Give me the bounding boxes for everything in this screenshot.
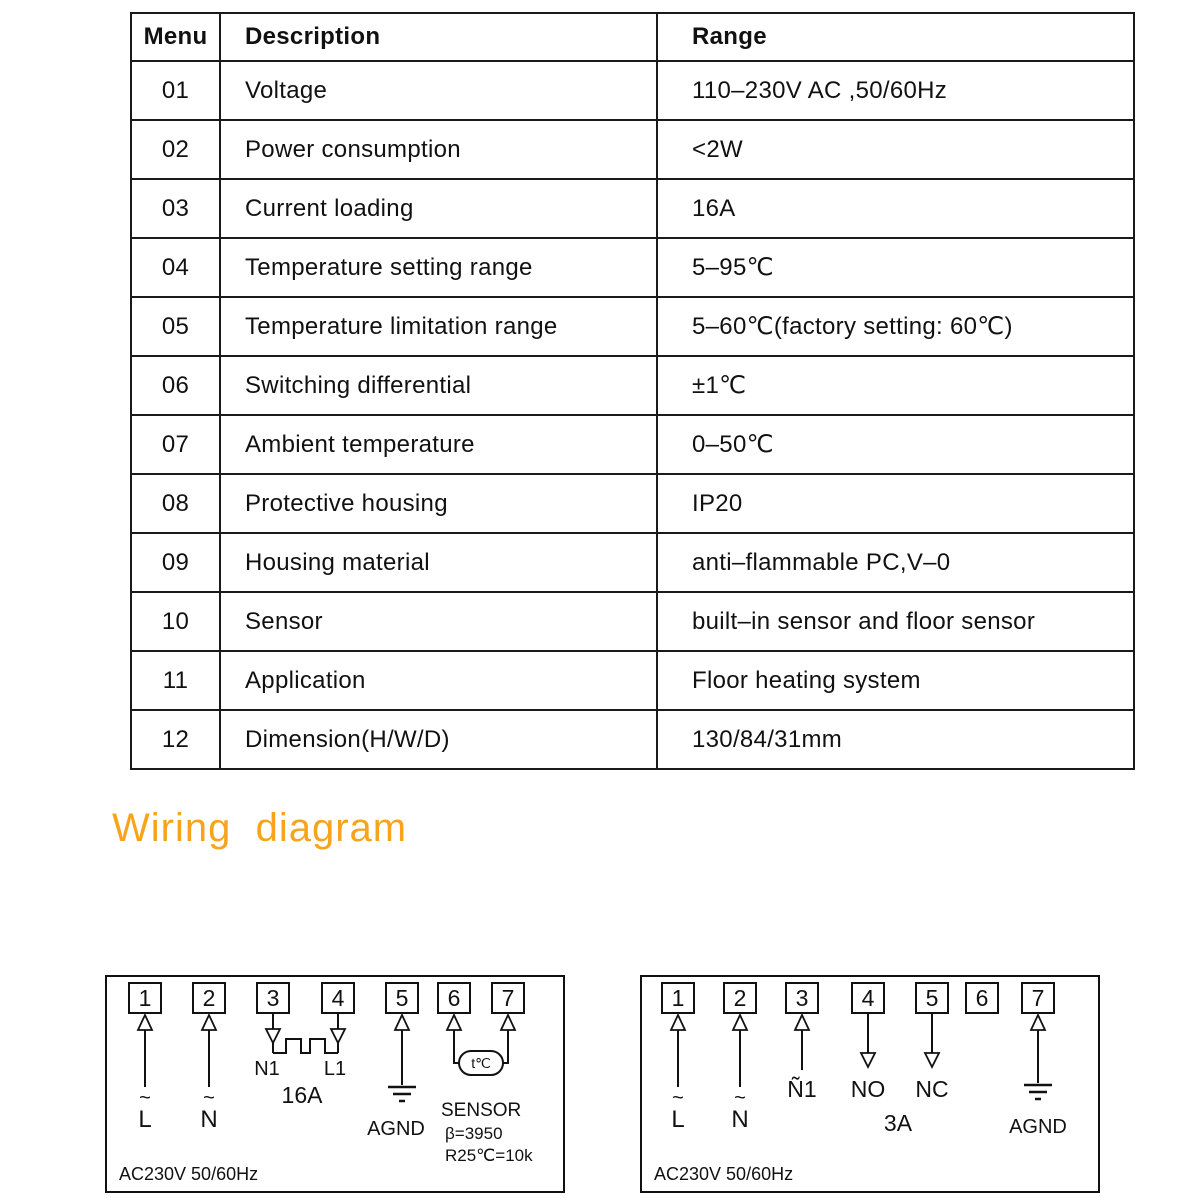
header-description: Description xyxy=(220,13,657,61)
terminal-4 xyxy=(322,983,354,1013)
table-row xyxy=(131,710,1134,769)
label-n: N xyxy=(731,1106,749,1133)
terminal-number: 1 xyxy=(138,985,152,1011)
description-cell: Housing material xyxy=(220,533,657,592)
menu-cell: 04 xyxy=(131,238,220,297)
menu-cell: 05 xyxy=(131,297,220,356)
table-row xyxy=(131,297,1134,356)
label-16a: 16A xyxy=(281,1082,323,1108)
menu-cell: 01 xyxy=(131,61,220,120)
terminal-3 xyxy=(786,983,818,1013)
tilde-symbol: ~ xyxy=(672,1087,684,1109)
terminal-number: 6 xyxy=(975,985,989,1011)
menu-cell: 07 xyxy=(131,415,220,474)
description-cell: Sensor xyxy=(220,592,657,651)
label-power-rating: AC230V 50/60Hz xyxy=(654,1164,794,1184)
tilde-symbol: ~ xyxy=(734,1087,746,1109)
wiring-diagram-left xyxy=(105,975,565,1193)
table-row xyxy=(131,592,1134,651)
range-cell: <2W xyxy=(657,120,1134,179)
terminal-1 xyxy=(662,983,694,1013)
terminal-number: 4 xyxy=(861,985,875,1011)
label-3a: 3A xyxy=(883,1110,913,1136)
terminal-5 xyxy=(386,983,418,1013)
terminal-6 xyxy=(966,983,998,1013)
terminal-number: 2 xyxy=(733,985,747,1011)
range-cell: 130/84/31mm xyxy=(657,710,1134,769)
table-row xyxy=(131,533,1134,592)
tilde-symbol: ~ xyxy=(139,1087,151,1109)
terminal-1 xyxy=(129,983,161,1013)
terminal-number: 5 xyxy=(395,985,409,1011)
label-n1: N1 xyxy=(254,1058,280,1080)
table-row xyxy=(131,415,1134,474)
range-cell: 0–50℃ xyxy=(657,415,1134,474)
menu-cell: 09 xyxy=(131,533,220,592)
label-n1: Ñ1 xyxy=(787,1076,817,1102)
menu-cell: 10 xyxy=(131,592,220,651)
header-menu: Menu xyxy=(131,13,220,61)
label-agnd: AGND xyxy=(1009,1116,1067,1138)
terminal-number: 4 xyxy=(331,985,345,1011)
table-row xyxy=(131,238,1134,297)
terminal-7 xyxy=(1022,983,1054,1013)
description-cell: Dimension(H/W/D) xyxy=(220,710,657,769)
terminal-number: 3 xyxy=(266,985,280,1011)
terminal-4 xyxy=(852,983,884,1013)
menu-cell: 12 xyxy=(131,710,220,769)
label-sensor: SENSOR xyxy=(441,1100,522,1121)
table-row xyxy=(131,61,1134,120)
label-n: N xyxy=(200,1106,218,1133)
description-cell: Current loading xyxy=(220,179,657,238)
range-cell: Floor heating system xyxy=(657,651,1134,710)
header-range: Range xyxy=(657,13,1134,61)
range-cell: ±1℃ xyxy=(657,356,1134,415)
description-cell: Protective housing xyxy=(220,474,657,533)
description-cell: Temperature limitation range xyxy=(220,297,657,356)
label-r25: R25℃=10k xyxy=(445,1146,533,1165)
terminal-number: 2 xyxy=(202,985,216,1011)
table-row xyxy=(131,651,1134,710)
range-cell: IP20 xyxy=(657,474,1134,533)
wiring-diagram-title: Wiring diagram xyxy=(112,806,408,850)
range-cell: built–in sensor and floor sensor xyxy=(657,592,1134,651)
terminal-6 xyxy=(438,983,470,1013)
range-cell: 5–60℃(factory setting: 60℃) xyxy=(657,297,1134,356)
menu-cell: 02 xyxy=(131,120,220,179)
label-l: L xyxy=(671,1106,685,1133)
label-nc: NC xyxy=(915,1076,949,1102)
range-cell: anti–flammable PC,V–0 xyxy=(657,533,1134,592)
description-cell: Voltage xyxy=(220,61,657,120)
terminal-number: 6 xyxy=(447,985,461,1011)
label-l1: L1 xyxy=(323,1058,347,1080)
terminal-number: 7 xyxy=(1031,985,1045,1011)
table-row xyxy=(131,179,1134,238)
range-cell: 16A xyxy=(657,179,1134,238)
menu-cell: 03 xyxy=(131,179,220,238)
terminal-2 xyxy=(724,983,756,1013)
table-row xyxy=(131,474,1134,533)
label-tc: t℃ xyxy=(471,1055,491,1071)
table-header-row xyxy=(131,13,1134,61)
label-power-rating: AC230V 50/60Hz xyxy=(119,1164,259,1184)
description-cell: Ambient temperature xyxy=(220,415,657,474)
terminal-number: 5 xyxy=(925,985,939,1011)
description-cell: Power consumption xyxy=(220,120,657,179)
terminal-number: 3 xyxy=(795,985,809,1011)
terminal-5 xyxy=(916,983,948,1013)
label-l: L xyxy=(138,1106,152,1133)
terminal-number: 1 xyxy=(671,985,685,1011)
tilde-symbol: ~ xyxy=(203,1087,215,1109)
range-cell: 5–95℃ xyxy=(657,238,1134,297)
terminal-2 xyxy=(193,983,225,1013)
wiring-diagram-right xyxy=(640,975,1100,1193)
description-cell: Application xyxy=(220,651,657,710)
terminal-7 xyxy=(492,983,524,1013)
table-row xyxy=(131,120,1134,179)
terminal-3 xyxy=(257,983,289,1013)
table-row xyxy=(131,356,1134,415)
range-cell: 110–230V AC ,50/60Hz xyxy=(657,61,1134,120)
spec-table xyxy=(130,12,1135,770)
menu-cell: 08 xyxy=(131,474,220,533)
description-cell: Temperature setting range xyxy=(220,238,657,297)
label-beta: β=3950 xyxy=(445,1124,503,1143)
label-agnd: AGND xyxy=(367,1118,425,1140)
menu-cell: 06 xyxy=(131,356,220,415)
menu-cell: 11 xyxy=(131,651,220,710)
terminal-number: 7 xyxy=(501,985,515,1011)
description-cell: Switching differential xyxy=(220,356,657,415)
label-no: NO xyxy=(850,1076,886,1102)
